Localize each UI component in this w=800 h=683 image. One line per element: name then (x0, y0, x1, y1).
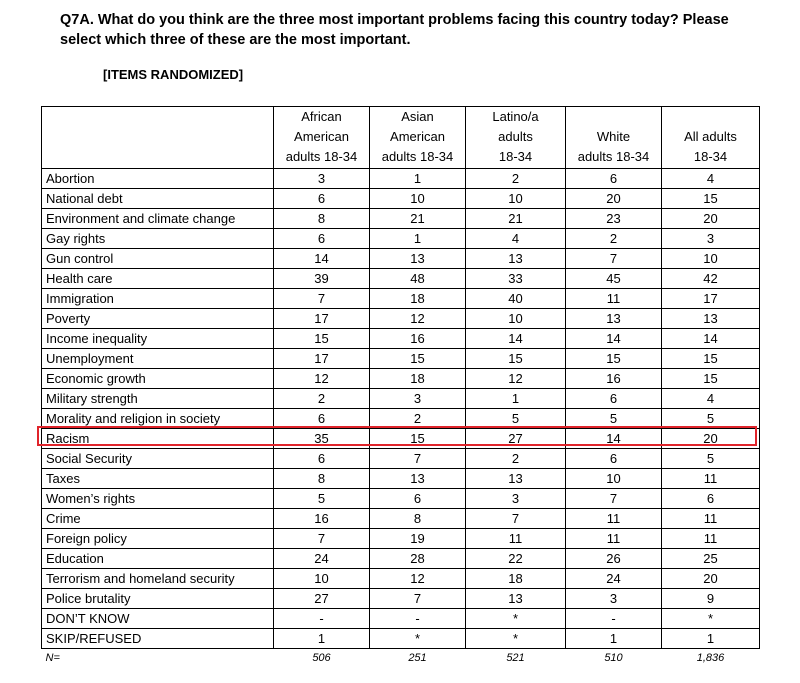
row-label: Social Security (42, 449, 274, 469)
racism-row-highlight (37, 426, 757, 446)
table-cell: 7 (370, 589, 466, 609)
table-cell: 21 (466, 209, 566, 229)
table-cell: 15 (662, 189, 760, 209)
table-cell: 11 (566, 289, 662, 309)
row-label: Abortion (42, 169, 274, 189)
table-cell: 1 (370, 169, 466, 189)
table-cell: 6 (662, 489, 760, 509)
table-cell: 7 (274, 529, 370, 549)
table-cell: 20 (566, 189, 662, 209)
table-cell: 40 (466, 289, 566, 309)
table-cell: 3 (466, 489, 566, 509)
table-cell: 4 (662, 389, 760, 409)
table-row (42, 449, 760, 469)
table-cell: 11 (566, 509, 662, 529)
table-cell: 15 (370, 429, 466, 449)
table-cell: 4 (466, 229, 566, 249)
table-cell: 5 (466, 409, 566, 429)
table-row (42, 549, 760, 569)
table-cell: 24 (566, 569, 662, 589)
table-cell: 5 (566, 409, 662, 429)
table-cell: 5 (274, 489, 370, 509)
table-cell: 11 (466, 529, 566, 549)
table-cell: 10 (466, 309, 566, 329)
table-cell: 18 (370, 289, 466, 309)
table-cell: 13 (370, 469, 466, 489)
results-table (41, 106, 760, 668)
table-cell: 22 (466, 549, 566, 569)
table-row (42, 369, 760, 389)
sample-size-cell: 251 (408, 652, 427, 664)
table-cell: 24 (274, 549, 370, 569)
table-cell: 10 (274, 569, 370, 589)
table-cell: 12 (466, 369, 566, 389)
table-cell: 7 (466, 509, 566, 529)
sample-size-cell: 521 (506, 652, 525, 664)
row-label: Police brutality (42, 589, 274, 609)
sample-size-cell: 1,836 (696, 652, 725, 664)
row-label: Environment and climate change (42, 209, 274, 229)
table-cell: 10 (370, 189, 466, 209)
table-cell: 10 (566, 469, 662, 489)
table-cell: 7 (566, 489, 662, 509)
table-cell: 13 (662, 309, 760, 329)
table-cell: 7 (370, 449, 466, 469)
table-cell: 1 (274, 629, 370, 649)
table-cell: 11 (662, 469, 760, 489)
row-label: Foreign policy (42, 529, 274, 549)
table-cell: 16 (370, 329, 466, 349)
table-cell: * (370, 629, 466, 649)
row-label: Women’s rights (42, 489, 274, 509)
table-row (42, 609, 760, 629)
table-cell: 19 (370, 529, 466, 549)
table-cell: 5 (662, 409, 760, 429)
table-cell: 17 (662, 289, 760, 309)
table-cell: 14 (662, 329, 760, 349)
table-cell: 2 (466, 169, 566, 189)
row-label: Gay rights (42, 229, 274, 249)
table-cell: 48 (370, 269, 466, 289)
row-label: Unemployment (42, 349, 274, 369)
table-cell: 6 (274, 409, 370, 429)
table-cell: * (466, 629, 566, 649)
table-cell: 8 (274, 469, 370, 489)
table-cell: 12 (274, 369, 370, 389)
row-label: Poverty (42, 309, 274, 329)
table-cell: 1 (566, 629, 662, 649)
row-label: Racism (42, 429, 274, 449)
table-cell: 15 (662, 369, 760, 389)
table-cell: 6 (566, 449, 662, 469)
table-cell: 35 (274, 429, 370, 449)
table-cell: 15 (662, 349, 760, 369)
table-cell: * (466, 609, 566, 629)
row-label: Taxes (42, 469, 274, 489)
table-cell: 27 (466, 429, 566, 449)
table-cell: 6 (370, 489, 466, 509)
table-cell: 3 (370, 389, 466, 409)
table-cell: 6 (274, 449, 370, 469)
row-label: SKIP/REFUSED (42, 629, 274, 649)
table-cell: 5 (662, 449, 760, 469)
table-cell: 45 (566, 269, 662, 289)
table-cell: 10 (466, 189, 566, 209)
row-label: Immigration (42, 289, 274, 309)
table-cell: 39 (274, 269, 370, 289)
table-cell: 20 (662, 569, 760, 589)
column-header: Asian American adults 18-34 (370, 107, 466, 169)
table-cell: 15 (370, 349, 466, 369)
table-cell: 6 (566, 389, 662, 409)
table-cell: 28 (370, 549, 466, 569)
table-cell: 17 (274, 349, 370, 369)
table-cell: 13 (466, 249, 566, 269)
table-row (42, 249, 760, 269)
table-cell: 2 (566, 229, 662, 249)
row-label: Education (42, 549, 274, 569)
table-cell: 12 (370, 309, 466, 329)
table-row (42, 229, 760, 249)
table-cell: - (274, 609, 370, 629)
row-label: Morality and religion in society (42, 409, 274, 429)
column-header: African American adults 18-34 (274, 107, 370, 169)
table-cell: 16 (274, 509, 370, 529)
table-cell: 42 (662, 269, 760, 289)
table-cell: 15 (466, 349, 566, 369)
row-label: Military strength (42, 389, 274, 409)
table-cell: 26 (566, 549, 662, 569)
row-label: Terrorism and homeland security (42, 569, 274, 589)
table-cell: 16 (566, 369, 662, 389)
table-cell: 13 (566, 309, 662, 329)
sample-size-label: N= (45, 652, 60, 664)
table-row (42, 629, 760, 649)
table-cell: 27 (274, 589, 370, 609)
row-label: Economic growth (42, 369, 274, 389)
table-cell: 2 (274, 389, 370, 409)
table-cell: 6 (566, 169, 662, 189)
row-label: Crime (42, 509, 274, 529)
table-cell: 25 (662, 549, 760, 569)
table-cell: 23 (566, 209, 662, 229)
table-cell: 2 (370, 409, 466, 429)
table-row (42, 269, 760, 289)
table-row (42, 589, 760, 609)
table-cell: 14 (566, 429, 662, 449)
table-cell: 18 (370, 369, 466, 389)
table-cell: 20 (662, 209, 760, 229)
table-row (42, 209, 760, 229)
table-cell: 1 (466, 389, 566, 409)
table-cell: 11 (566, 529, 662, 549)
table-cell: 13 (466, 469, 566, 489)
table-cell: 3 (566, 589, 662, 609)
table-cell: * (662, 609, 760, 629)
table-row (42, 489, 760, 509)
table-cell: 14 (566, 329, 662, 349)
table-row (42, 349, 760, 369)
table-row (42, 189, 760, 209)
column-header: All adults 18-34 (662, 107, 760, 169)
table-cell: 8 (370, 509, 466, 529)
row-label: DON’T KNOW (42, 609, 274, 629)
table-row (42, 289, 760, 309)
table-row (42, 169, 760, 189)
table-cell: 8 (274, 209, 370, 229)
table-cell: 17 (274, 309, 370, 329)
table-row (42, 509, 760, 529)
table-cell: 3 (662, 229, 760, 249)
table-cell: 21 (370, 209, 466, 229)
table-cell: 14 (466, 329, 566, 349)
table-cell: 20 (662, 429, 760, 449)
table-cell: 1 (370, 229, 466, 249)
table-cell: 13 (370, 249, 466, 269)
row-label: Income inequality (42, 329, 274, 349)
table-header-row (42, 107, 760, 169)
row-label: Health care (42, 269, 274, 289)
table-cell: 18 (466, 569, 566, 589)
table-cell: 7 (274, 289, 370, 309)
table-cell: - (566, 609, 662, 629)
table-cell: 14 (274, 249, 370, 269)
question-text: Q7A. What do you think are the three most important problems facing this country today? Please select which three of these are the most important. (60, 12, 729, 48)
table-cell: 11 (662, 509, 760, 529)
randomized-note: [ITEMS RANDOMIZED] (103, 67, 244, 82)
table-cell: 4 (662, 169, 760, 189)
table-cell: 2 (466, 449, 566, 469)
table-cell: 1 (662, 629, 760, 649)
table-cell: 15 (566, 349, 662, 369)
table-cell: 9 (662, 589, 760, 609)
column-header: White adults 18-34 (566, 107, 662, 169)
table-cell: 7 (566, 249, 662, 269)
table-cell: 10 (662, 249, 760, 269)
row-label: National debt (42, 189, 274, 209)
table-cell: 15 (274, 329, 370, 349)
table-cell: 12 (370, 569, 466, 589)
table-row (42, 389, 760, 409)
header-blank (42, 107, 274, 169)
table-cell: 33 (466, 269, 566, 289)
table-cell: 3 (274, 169, 370, 189)
table-row (42, 469, 760, 489)
row-label: Gun control (42, 249, 274, 269)
table-cell: 6 (274, 229, 370, 249)
sample-size-cell: 510 (604, 652, 623, 664)
table-row (42, 329, 760, 349)
table-row (42, 529, 760, 549)
column-header: Latino/a adults 18-34 (466, 107, 566, 169)
table-row (42, 309, 760, 329)
table-cell: 6 (274, 189, 370, 209)
table-cell: 11 (662, 529, 760, 549)
sample-size-cell: 506 (312, 652, 331, 664)
table-cell: 13 (466, 589, 566, 609)
sample-size-row (42, 649, 760, 669)
table-row (42, 569, 760, 589)
table-cell: - (370, 609, 466, 629)
